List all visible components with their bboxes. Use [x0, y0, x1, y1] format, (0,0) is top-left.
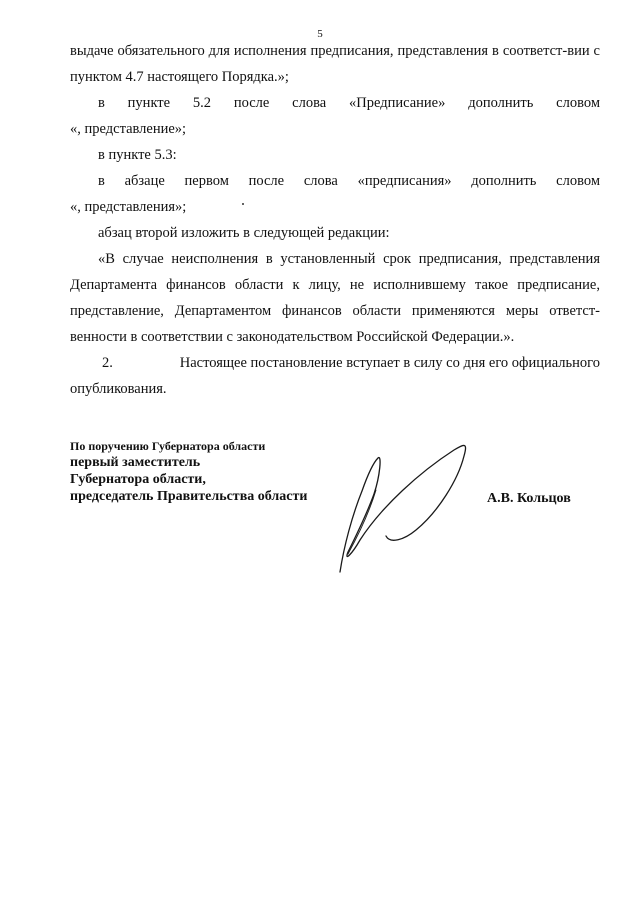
signatory-title-line-2: Губернатора области, [70, 472, 206, 487]
signature-block [70, 438, 307, 505]
paragraph-2-line-2: «, представление»; [70, 121, 187, 137]
signatory-authority: По поручению Губернатора области [70, 439, 266, 453]
clause-2-line-2: опубликования. [70, 381, 167, 397]
paragraph-4-line-2: «, представления»; [70, 199, 187, 215]
page-number: 5 [317, 28, 323, 40]
signatory-title-line-3: председатель Правительства области [70, 489, 308, 504]
document-body [70, 38, 600, 402]
clause-2 [70, 350, 600, 376]
paragraph-1: выдаче обязательного для исполнения предписания, представления в соответст-вии с пунктом 4.7 настоящего Порядка.»; [70, 43, 600, 85]
paragraph-4-line-1: в абзаце первом после слова «предписания» дополнить словом [98, 173, 600, 189]
clause-2-number: 2. [102, 355, 113, 371]
paragraph-2-line-1: в пункте 5.2 после слова «Предписание» дополнить словом [98, 95, 600, 111]
signatory-title-line-1: первый заместитель [70, 455, 201, 470]
handwritten-signature [330, 436, 480, 576]
clause-2-line-1: Настоящее постановление вступает в силу со дня его официального [179, 355, 600, 371]
paragraph-5: абзац второй изложить в следующей редакции: [98, 225, 390, 241]
paragraph-3: в пункте 5.3: [98, 147, 177, 163]
signer-name: А.В. Кольцов [487, 491, 571, 506]
paragraph-6-quote: «В случае неисполнения в установленный срок предписания, представления Департамента финансов области к лицу, не исполнившему такое предписание, представление, Департаментом финансов области применяются меры ответст-венности в соответствии с законодательством Российской Федерации.». [70, 251, 600, 345]
